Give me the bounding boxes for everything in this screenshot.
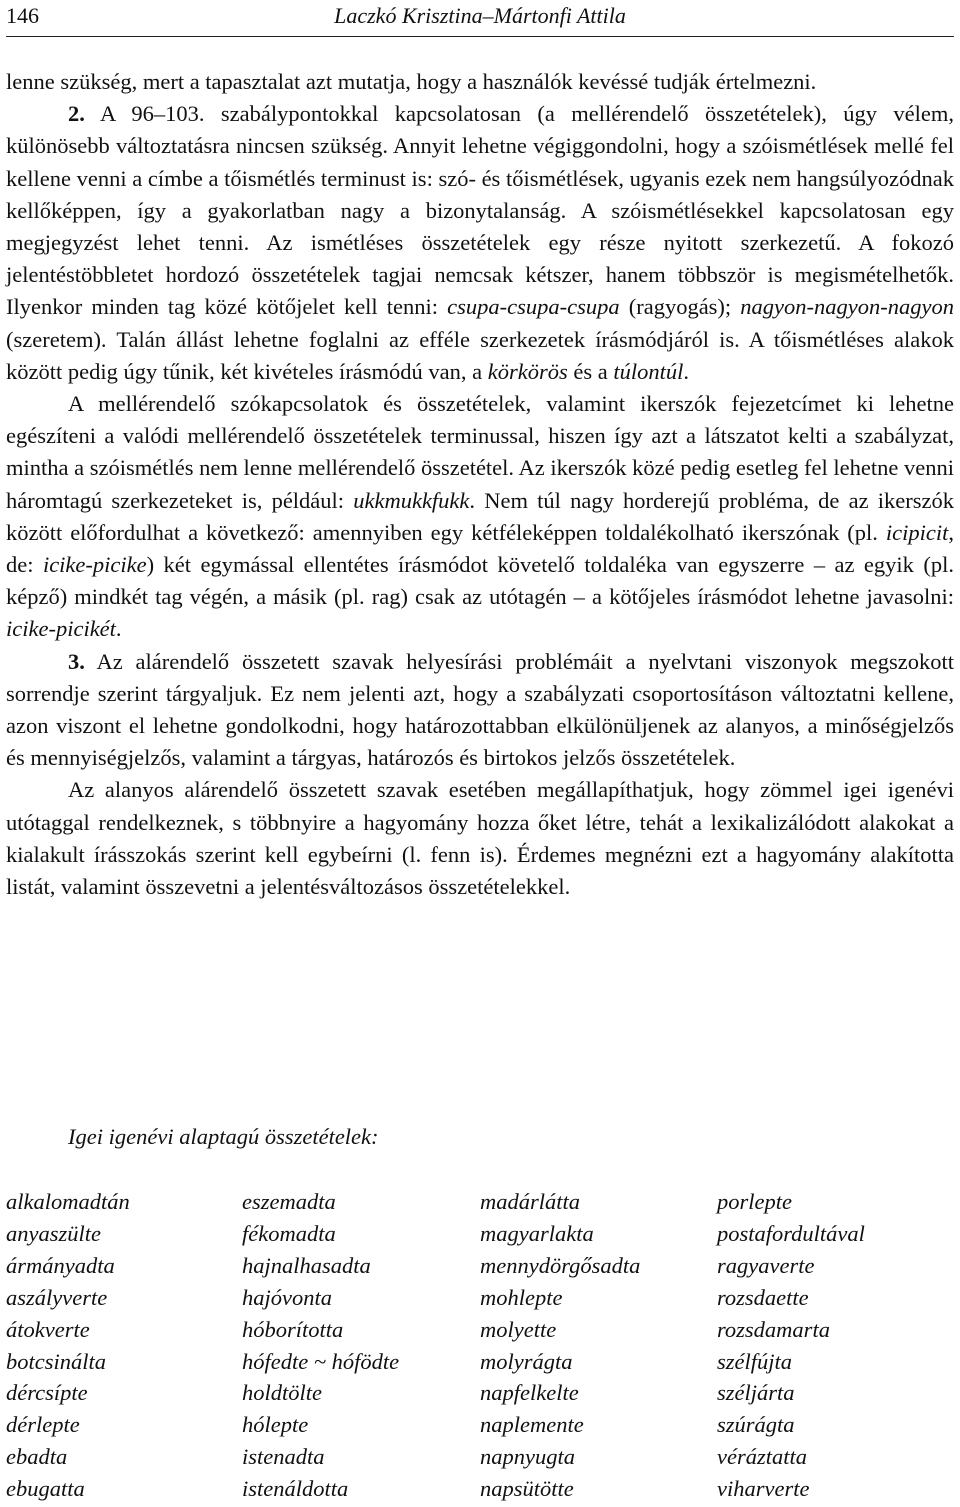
- list-item: fékomadta: [242, 1220, 336, 1246]
- list-item: szúrágta: [717, 1412, 795, 1438]
- list-item: hóborította: [242, 1316, 344, 1342]
- list-item: dérlepte: [6, 1412, 80, 1438]
- example-term: ukkmukkfukk: [353, 487, 470, 513]
- example-term: icipicit: [885, 519, 949, 545]
- list-item: magyarlakta: [480, 1220, 594, 1246]
- example-term: csupa-csupa-csupa: [447, 294, 620, 320]
- paragraph-1: lenne szükség, mert a tapasztalat azt mutatja, hogy a használók kevéssé tudják értelmezni.: [6, 69, 817, 94]
- list-item: anyaszülte: [6, 1220, 101, 1246]
- list-item: molyette: [480, 1316, 557, 1342]
- list-item: átokverte: [6, 1316, 90, 1342]
- paragraph-3: [6, 388, 954, 646]
- word-list-column-4: [717, 1186, 865, 1505]
- list-item: botcsinálta: [6, 1348, 106, 1374]
- paragraph-3-text: .: [115, 616, 122, 642]
- list-item: ragyaverte: [717, 1252, 815, 1278]
- list-item: naplemente: [480, 1412, 584, 1438]
- list-item: mohlepte: [480, 1284, 563, 1310]
- list-item: napfelkelte: [480, 1380, 579, 1406]
- word-list-column-2: [242, 1186, 399, 1505]
- example-term: icike-picikét: [6, 616, 116, 642]
- list-item: rozsdamarta: [717, 1316, 830, 1342]
- paragraph-2-text: és a: [567, 358, 614, 384]
- example-term: nagyon-nagyon-nagyon: [740, 294, 954, 320]
- list-item: ármányadta: [6, 1252, 115, 1278]
- page-number: 146: [6, 3, 39, 28]
- word-list-column-3: [480, 1186, 640, 1505]
- example-term: körkörös: [487, 358, 568, 384]
- body-text: [6, 66, 954, 903]
- list-item: napsütötte: [480, 1476, 574, 1502]
- paragraph-3-text: ) két egymással ellentétes írásmódot követelő toldaléka van egyszerre – az egyik (pl. képző) mindkét tag végén, a másik (pl. rag) csak az utótagén – a kötőjeles írásmódot lehetne javasolni:: [6, 552, 954, 610]
- list-item: eszemadta: [242, 1189, 336, 1214]
- paragraph-3-text: , de:: [6, 519, 954, 578]
- list-item: molyrágta: [480, 1348, 573, 1374]
- paragraph-2-text: (szeretem). Talán állást lehetne foglalni az efféle szerkezetek írásmódjáról is. A tőismétléses alakok között pedig úgy tűnik, két kivételes írásmódú van, a: [6, 326, 954, 384]
- paragraph-5: Az alanyos alárendelő összetett szavak esetében megállapíthatjuk, hogy zömmel igei igenévi utótaggal rendelkeznek, s többnyire a hagyomány hozza őket létre, tehát a lexikalizálódott alakokat a kialakult írásszokás szerint kell egybeírni (l. fenn is). Érdemes megnézni ezt a hagyomány alakította listát, valamint összevetni a jelentésváltozásos összetételekkel.: [6, 777, 954, 900]
- paragraph-3-text: . Nem túl nagy horderejű probléma, de az ikerszók között előfordulhat a következő: amennyiben egy kétféleképpen toldalékolható ikerszónak (pl.: [6, 487, 954, 545]
- paragraph-2-text: .: [683, 358, 690, 384]
- list-item: istenáldotta: [242, 1476, 349, 1502]
- list-item: holdtölte: [242, 1380, 322, 1406]
- list-item: széljárta: [717, 1380, 795, 1406]
- paragraph-4-text: Az alárendelő összetett szavak helyesírási problémáit a nyelvtani viszonyok megszokott sorrendje szerint tárgyaljuk. Ez nem jelenti azt, hogy a szabályzati csoportosításon változtatni kellene, azon viszont el lehetne gondolkodni, hogy határozottabban elkülönüljenek az alanyos, a minőségjelzős és mennyiségjelzős, valamint a tárgyas, határozós és birtokos jelzős összetételek.: [6, 648, 954, 771]
- paragraph-3-text: A mellérendelő szókapcsolatok és összetételek, valamint ikerszók fejezetcímet ki lehetne egészíteni a valódi mellérendelő összetételek terminussal, hiszen így azt a látszatot kelti a szabályzat, mintha a szóismétlés nem lenne mellérendelő összetétel. Az ikerszók közé pedig esetleg fel lehetne venni háromtagú szerkezeteket is, például:: [6, 391, 954, 513]
- list-title: Igei igenévi alaptagú összetételek:: [68, 1124, 379, 1149]
- running-head: Laczkó Krisztina–Mártonfi Attila: [334, 3, 626, 28]
- list-item: hólepte: [242, 1412, 309, 1438]
- list-item: madárlátta: [480, 1189, 581, 1214]
- list-item: mennydörgősadta: [480, 1252, 641, 1278]
- section-number-2: 2.: [68, 101, 85, 127]
- paragraph-2-text: (ragyogás);: [619, 294, 741, 320]
- list-item: ebugatta: [6, 1476, 85, 1502]
- list-item: szélfújta: [717, 1348, 793, 1374]
- section-number-3: 3.: [68, 648, 85, 674]
- paragraph-4: [6, 646, 954, 775]
- page-header: [6, 0, 954, 37]
- list-item: aszályverte: [6, 1284, 108, 1310]
- list-item: ebadta: [6, 1444, 68, 1470]
- list-item: napnyugta: [480, 1444, 575, 1470]
- list-item: alkalomadtán: [6, 1189, 130, 1214]
- list-item: hófedte ~ hófödte: [242, 1348, 400, 1374]
- example-term: túlontúl: [613, 358, 684, 384]
- list-item: dércsípte: [6, 1380, 88, 1406]
- list-item: postafordultával: [717, 1220, 865, 1246]
- word-list-column-1: [6, 1186, 130, 1505]
- paragraph-2: [6, 98, 954, 388]
- list-item: hajóvonta: [242, 1284, 332, 1310]
- list-item: rozsdaette: [717, 1284, 809, 1310]
- list-item: istenadta: [242, 1444, 325, 1470]
- list-item: porlepte: [717, 1189, 792, 1214]
- list-item: véráztatta: [717, 1444, 807, 1470]
- list-item: viharverte: [717, 1476, 810, 1502]
- list-item: hajnalhasadta: [242, 1252, 371, 1278]
- paragraph-2-text: A 96–103. szabálypontokkal kapcsolatosan (a mellérendelő összetételek), úgy vélem, különösebb változtatásra nincsen szükség. Annyit lehetne végiggondolni, hogy a szóismétlések mellé fel kellene venni a címbe a tőismétlés terminust is: szó- és tőismétlések, ugyanis ezek nem hangsúlyozódnak kellőképpen, így a gyakorlatban nagy a bizonytalanság. A szóismétlésekkel kapcsolatosan egy megjegyzést lehet tenni. Az ismétléses összetételek egy része nyitott szerkezetű. A fokozó jelentéstöbbletet hordozó összetételek tagjai nemcsak kétszer, hanem többször is megismételhetők. Ilyenkor minden tag közé kötőjelet kell tenni:: [6, 101, 954, 320]
- example-term: icike-picike: [42, 552, 147, 578]
